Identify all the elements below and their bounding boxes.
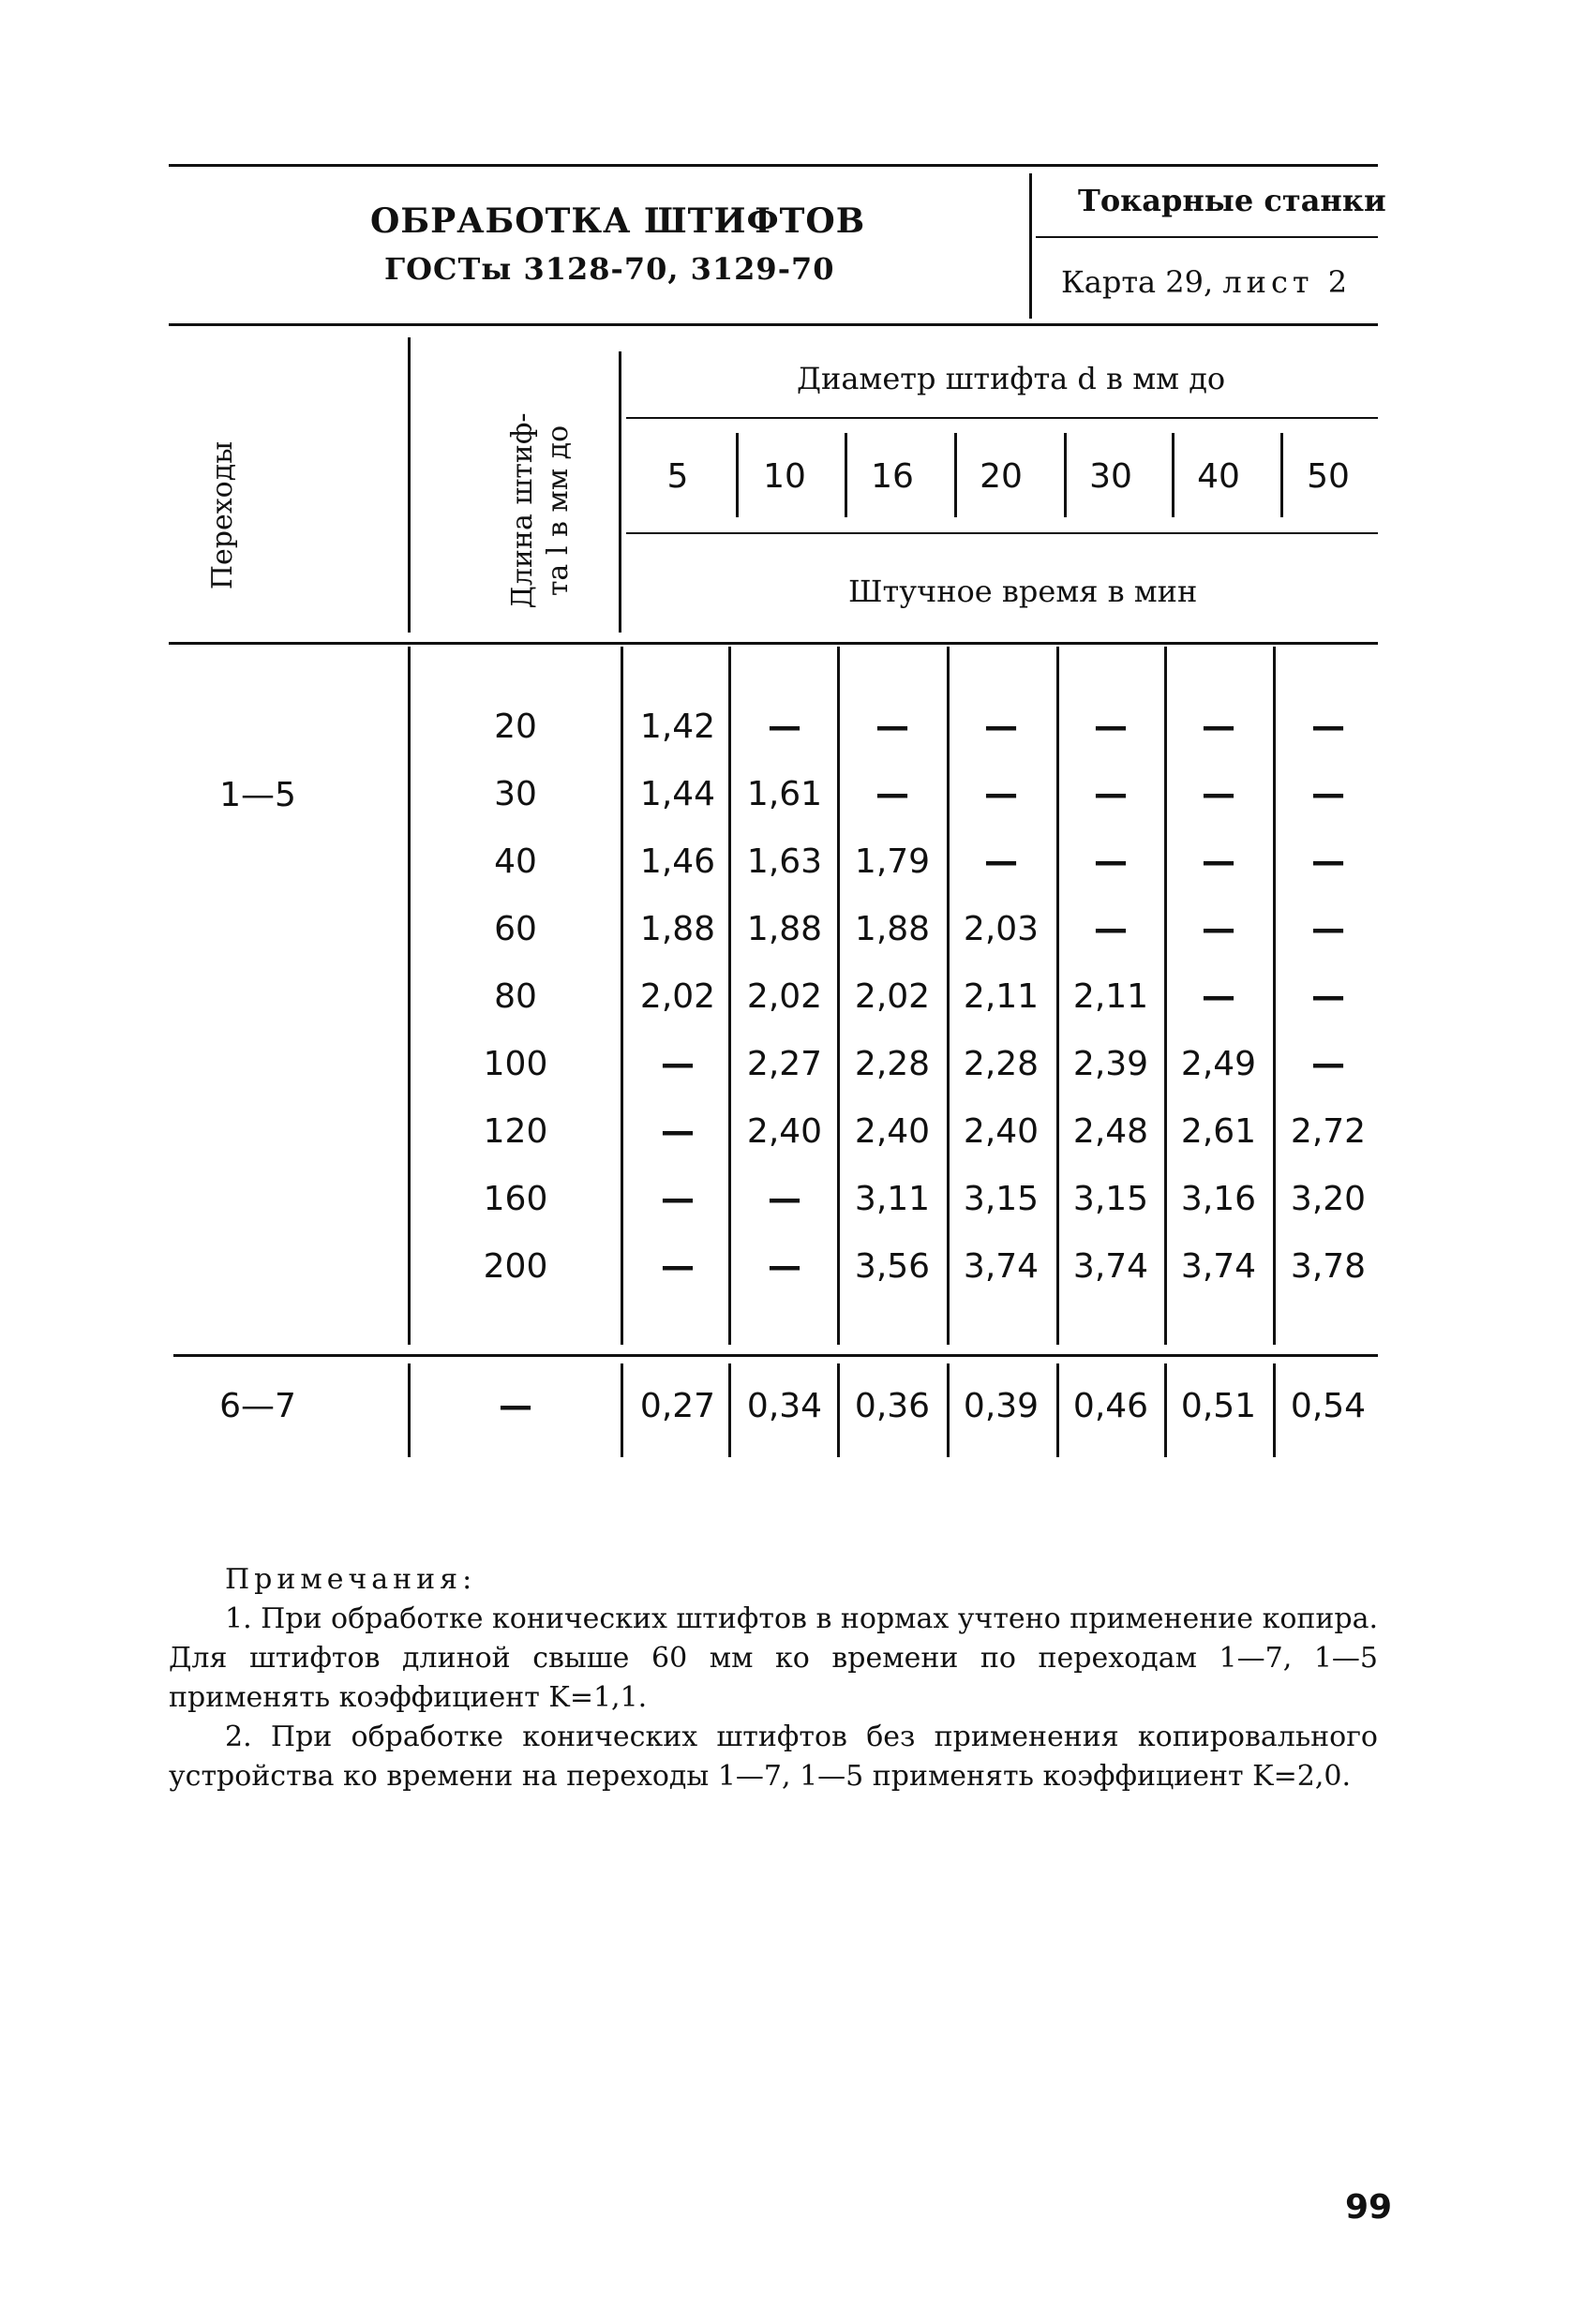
- diameter-cell: 16: [871, 457, 914, 496]
- time-cell: 3,56: [854, 1247, 931, 1286]
- card-number: [1061, 264, 1352, 300]
- body-vline: [947, 647, 950, 1345]
- time-cell: 2,03: [963, 910, 1040, 948]
- header-inner-rule: [1036, 236, 1378, 238]
- time-cell: 2,28: [854, 1045, 931, 1083]
- length-cell: 40: [494, 842, 537, 881]
- time-cell: 2,40: [746, 1112, 823, 1151]
- time-cell: —: [1311, 1045, 1345, 1083]
- diameter-divider: [954, 433, 957, 517]
- time-cell: —: [1094, 842, 1128, 881]
- time-cell: —: [1311, 708, 1345, 746]
- sheet-label: лист 2: [1222, 264, 1353, 300]
- time-cell: —: [875, 708, 909, 746]
- time-cell: —: [661, 1180, 695, 1218]
- diameter-divider: [736, 433, 739, 517]
- diameter-divider: [1280, 433, 1283, 517]
- diameter-divider: [845, 433, 847, 517]
- length-cell: 80: [494, 977, 537, 1016]
- diameter-divider: [1172, 433, 1175, 517]
- time-cell: 2,40: [963, 1112, 1040, 1151]
- diameter-cell: 40: [1197, 457, 1240, 496]
- length-cell: 200: [483, 1247, 548, 1286]
- group2-vline: [837, 1363, 840, 1457]
- time-cell: —: [1202, 775, 1235, 813]
- time-cell: 0,34: [746, 1387, 823, 1425]
- time-cell: 3,78: [1290, 1247, 1367, 1286]
- time-cell: 1,88: [639, 910, 716, 948]
- time-cell: 3,16: [1180, 1180, 1257, 1218]
- time-cell: 2,02: [639, 977, 716, 1016]
- group2-vline: [1273, 1363, 1276, 1457]
- time-cell: 2,48: [1072, 1112, 1149, 1151]
- length-cell: 120: [483, 1112, 548, 1151]
- time-cell: —: [1202, 977, 1235, 1016]
- diameter-cell: 20: [980, 457, 1023, 496]
- group1-label: 1—5: [219, 776, 296, 814]
- time-cell: —: [875, 775, 909, 813]
- length-cell: 160: [483, 1180, 548, 1218]
- diameter-rule: [626, 417, 1378, 419]
- notes-block: [169, 1560, 1378, 1796]
- diameter-cell: 50: [1307, 457, 1350, 496]
- diameter-cell: 10: [763, 457, 806, 496]
- time-cell: —: [1311, 977, 1345, 1016]
- body-vline: [408, 647, 411, 1345]
- body-vline: [1056, 647, 1059, 1345]
- time-cell: 1,79: [854, 842, 931, 881]
- page-number: 99: [1345, 2188, 1393, 2227]
- table-vline-2: [619, 351, 621, 633]
- time-cell: 1,46: [639, 842, 716, 881]
- body-vline: [1273, 647, 1276, 1345]
- time-cell: —: [768, 708, 801, 746]
- time-cell: 0,27: [639, 1387, 716, 1425]
- time-cell: 2,49: [1180, 1045, 1257, 1083]
- col-header-length-line1: Длина штиф-: [506, 412, 539, 609]
- group2-label: 6—7: [219, 1387, 296, 1425]
- time-cell: 2,39: [1072, 1045, 1149, 1083]
- time-cell: 3,74: [1180, 1247, 1257, 1286]
- gost-reference: ГОСТы 3128-70, 3129-70: [384, 251, 835, 287]
- time-cell: 2,27: [746, 1045, 823, 1083]
- time-cell: —: [984, 775, 1018, 813]
- body-vline: [728, 647, 731, 1345]
- length-cell: 30: [494, 775, 537, 813]
- time-cell: —: [1202, 708, 1235, 746]
- body-vline: [1164, 647, 1167, 1345]
- time-cell: 2,40: [854, 1112, 931, 1151]
- time-cell: 2,28: [963, 1045, 1040, 1083]
- table-vline-1: [408, 337, 411, 633]
- time-cell: 0,39: [963, 1387, 1040, 1425]
- time-cell: 3,15: [963, 1180, 1040, 1218]
- diameter-cell: 30: [1089, 457, 1132, 496]
- time-cell: 3,11: [854, 1180, 931, 1218]
- time-cell: —: [1094, 775, 1128, 813]
- time-cell: 0,54: [1290, 1387, 1367, 1425]
- group2-vline: [408, 1363, 411, 1457]
- time-cell: —: [984, 708, 1018, 746]
- time-cell: 3,20: [1290, 1180, 1367, 1218]
- time-cell: —: [661, 1247, 695, 1286]
- body-vline: [621, 647, 623, 1345]
- time-cell: —: [1094, 708, 1128, 746]
- notes-heading: Примечания:: [225, 1563, 477, 1596]
- time-cell: 1,88: [746, 910, 823, 948]
- time-cell: 2,02: [746, 977, 823, 1016]
- diameter-header: Диаметр штифта d в мм до: [797, 361, 1226, 396]
- time-cell: —: [984, 842, 1018, 881]
- time-cell: —: [768, 1247, 801, 1286]
- time-cell: —: [1311, 910, 1345, 948]
- card-label: Карта 29,: [1061, 264, 1214, 300]
- time-cell: 2,02: [854, 977, 931, 1016]
- time-rule: [626, 532, 1378, 534]
- time-cell: 2,72: [1290, 1112, 1367, 1151]
- diameter-cell: 5: [666, 457, 689, 496]
- time-cell: —: [1311, 842, 1345, 881]
- time-cell: 1,88: [854, 910, 931, 948]
- time-cell: —: [768, 1180, 801, 1218]
- col-header-length-line2: та l в мм до: [542, 425, 575, 597]
- header-bottom-rule: [169, 323, 1378, 326]
- time-cell: —: [661, 1112, 695, 1151]
- length-cell: 60: [494, 910, 537, 948]
- col-header-transitions: Переходы: [206, 440, 239, 590]
- time-cell: 0,46: [1072, 1387, 1149, 1425]
- time-cell: 2,61: [1180, 1112, 1257, 1151]
- time-header: Штучное время в мин: [848, 574, 1198, 609]
- body-vline: [837, 647, 840, 1345]
- note-1: 1. При обработке конических штифтов в нормах учтено применение копира. Для штифтов длиной свыше 60 мм ко времени по переходам 1—7, 1—5 применять коэффициент K=1,1.: [169, 1602, 1378, 1714]
- time-cell: 2,11: [963, 977, 1040, 1016]
- machine-type: Токарные станки: [1078, 183, 1386, 218]
- time-cell: 1,42: [639, 708, 716, 746]
- length-cell: 20: [494, 708, 537, 746]
- time-cell: 3,15: [1072, 1180, 1149, 1218]
- time-cell: 3,74: [963, 1247, 1040, 1286]
- time-cell: 0,51: [1180, 1387, 1257, 1425]
- time-cell: 2,11: [1072, 977, 1149, 1016]
- header-divider: [1029, 173, 1032, 319]
- time-cell: —: [1094, 910, 1128, 948]
- diameter-divider: [1064, 433, 1067, 517]
- group2-vline: [621, 1363, 623, 1457]
- group-separator: [173, 1354, 1378, 1357]
- table-header-bottom-rule: [169, 642, 1378, 645]
- time-cell: 1,63: [746, 842, 823, 881]
- time-cell: 1,44: [639, 775, 716, 813]
- time-cell: 3,74: [1072, 1247, 1149, 1286]
- header-top-rule: [169, 164, 1378, 167]
- document-title: ОБРАБОТКА ШТИФТОВ: [370, 201, 866, 241]
- group2-length: —: [499, 1387, 532, 1425]
- time-cell: —: [1202, 910, 1235, 948]
- time-cell: —: [661, 1045, 695, 1083]
- time-cell: —: [1311, 775, 1345, 813]
- length-cell: 100: [483, 1045, 548, 1083]
- time-cell: —: [1202, 842, 1235, 881]
- time-cell: 1,61: [746, 775, 823, 813]
- time-cell: 0,36: [854, 1387, 931, 1425]
- note-2: 2. При обработке конических штифтов без применения копировального устройства ко времени на переходы 1—7, 1—5 применять коэффициент K=2,0.: [169, 1721, 1378, 1793]
